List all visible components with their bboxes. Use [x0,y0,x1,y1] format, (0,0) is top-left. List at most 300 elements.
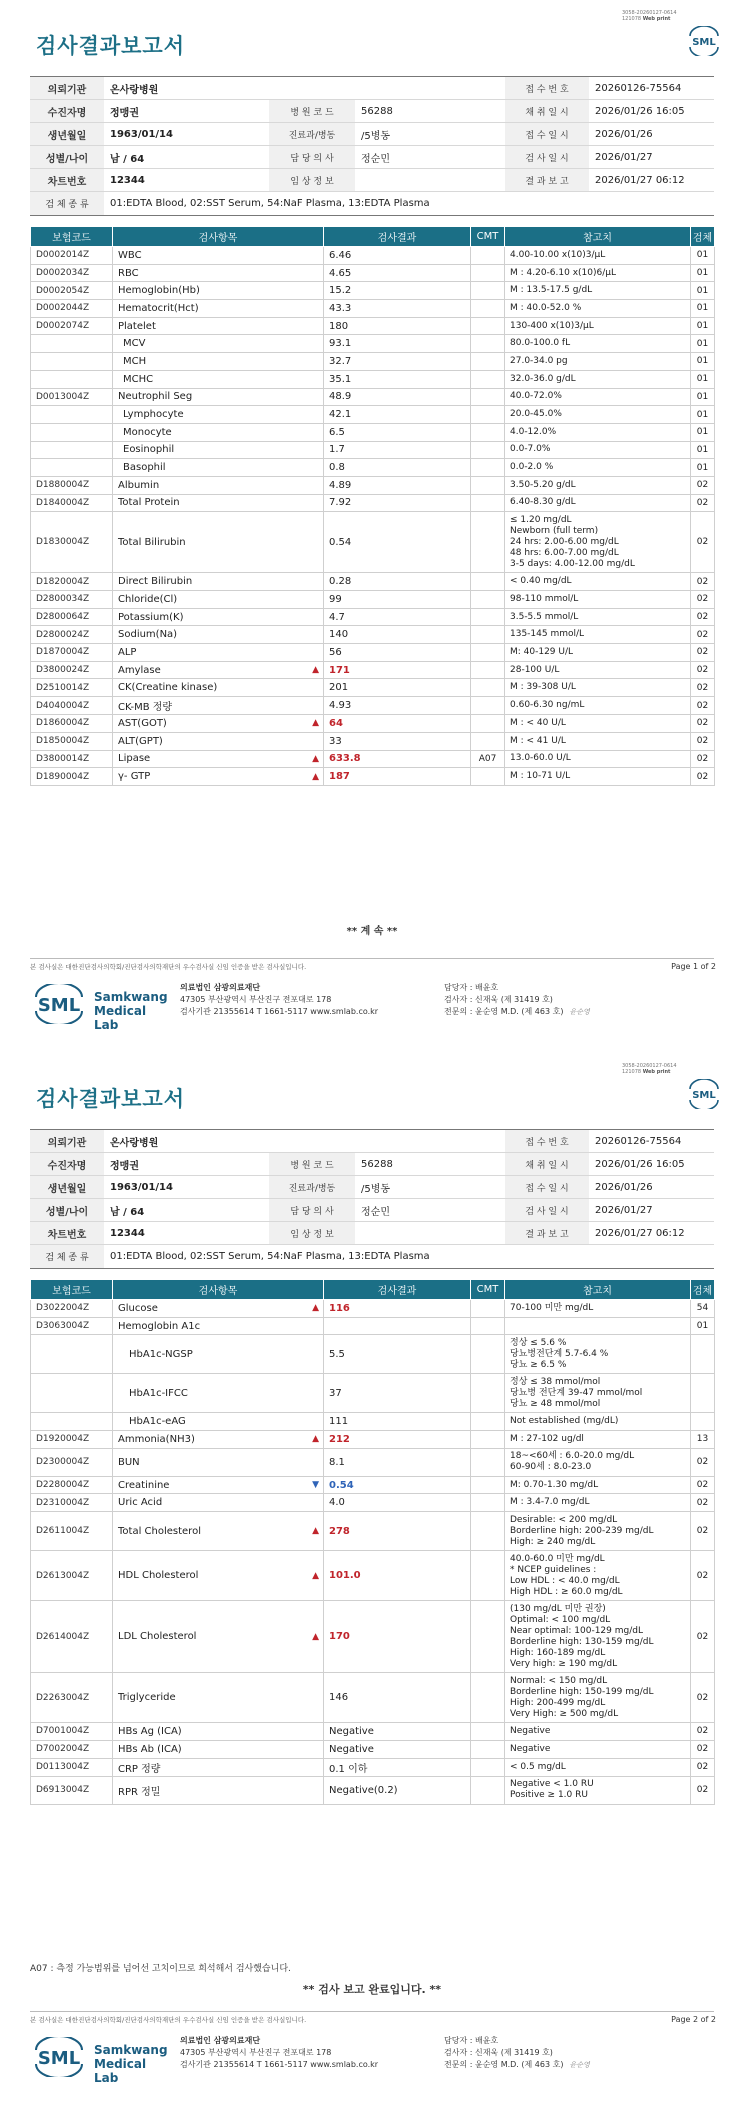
test-result: 43.3 [324,300,471,318]
comment-code [471,1551,505,1601]
result-row [31,1431,715,1449]
result-row [31,1317,715,1335]
low-flag-icon: ▼ [312,1480,319,1491]
test-item [113,1335,324,1374]
test-item [113,1476,324,1494]
test-item [113,573,324,591]
test-item-label: Albumin [118,479,160,491]
sexage-value: 남 / 64 [104,1199,269,1222]
col-spec-header: 검체 [691,1280,715,1300]
reference-range [505,1758,691,1776]
signature-icon: 윤순영 [569,2061,590,2069]
reference-line: 40.0-60.0 미만 mg/dL [510,1553,605,1564]
specimen-code: 02 [691,626,715,644]
test-item-label: WBC [118,249,142,261]
staff-manager: 담당자 : 배윤호 [444,983,499,992]
reference-line: Near optimal: 100-129 mg/dL [510,1625,643,1636]
specimen-code [691,1413,715,1431]
col-code-header: 보험코드 [31,1280,113,1300]
logo-name-2: Medical Lab [94,1004,147,1032]
insurance-code [31,370,113,388]
test-result: 64 [324,715,471,733]
result-row [31,715,715,733]
reference-range [505,573,691,591]
reference-line: (130 mg/dL 미만 권장) [510,1603,606,1614]
reference-line: Borderline high: 200-239 mg/dL [510,1525,654,1536]
reference-line: Very High: ≥ 500 mg/dL [510,1708,619,1719]
doctor-label: 담 당 의 사 [269,146,355,169]
comment-code [471,1776,505,1804]
comment-code [471,1413,505,1431]
test-item [113,1413,324,1431]
reference-line: 70-100 미만 mg/dL [510,1302,594,1313]
test-item-label: Platelet [118,320,156,332]
hospital-code-label: 병 원 코 드 [269,100,355,123]
reference-range [505,317,691,335]
test-item [113,768,324,786]
insurance-code: D1850004Z [31,732,113,750]
test-item-label: CK(Creatine kinase) [118,682,218,694]
institution-value: 온사랑병원 [104,1130,355,1153]
specimen-code: 54 [691,1300,715,1318]
high-flag-icon: ▲ [312,665,319,676]
page-number: Page 2 of 2 [671,2015,716,2024]
test-item [113,1448,324,1476]
reference-range [505,1374,691,1413]
sexage-label: 성별/나이 [30,1199,104,1222]
test-item-label: Hemoglobin(Hb) [118,285,200,297]
reference-range [505,1431,691,1449]
reference-line: ≤ 1.20 mg/dL [510,514,572,525]
comment-code [471,608,505,626]
test-item [113,626,324,644]
specimen-code: 01 [691,335,715,353]
reference-line: Optimal: < 100 mg/dL [510,1614,611,1625]
test-item-label: Triglyceride [118,1692,176,1704]
test-item [113,1374,324,1413]
test-item-label: Glucose [118,1302,158,1314]
result-row [31,1776,715,1804]
test-result: 4.89 [324,476,471,494]
reference-line: 3-5 days: 4.00-12.00 mg/dL [510,558,635,569]
specimen-code: 01 [691,317,715,335]
web-print-label: Web print [642,1069,671,1075]
comment-code [471,626,505,644]
result-row [31,370,715,388]
test-item [113,1601,324,1673]
insurance-code: D3800024Z [31,661,113,679]
col-ref-header: 참고치 [505,1280,691,1300]
staff-tester: 검사자 : 신재욱 (제 31419 호) [444,995,553,1004]
logo-mark-text: SML [37,2048,81,2069]
insurance-code: D3800014Z [31,750,113,768]
insurance-code [31,423,113,441]
staff-specialist: 전문의 : 윤순영 M.D. (제 463 호) [444,2060,564,2069]
comment-code [471,353,505,371]
test-item-label: MCHC [123,373,154,385]
comment-code [471,1601,505,1673]
receipt-date-value: 2026/01/26 [589,123,714,146]
reference-range [505,335,691,353]
test-result: 170 [324,1601,471,1673]
sml-logo-icon [686,26,722,56]
reference-range [505,1601,691,1673]
specimen-code [691,1374,715,1413]
test-result: 8.1 [324,1448,471,1476]
test-item-label: Uric Acid [118,1497,163,1509]
comment-code [471,370,505,388]
test-result: 48.9 [324,388,471,406]
test-item [113,370,324,388]
result-row [31,768,715,786]
comment-code [471,423,505,441]
dept-label: 진료과/병동 [269,123,355,146]
chart-value: 12344 [104,169,269,192]
test-item-label: MCV [123,338,146,350]
comment-code [471,661,505,679]
insurance-code: D2800034Z [31,591,113,609]
insurance-code: D2614004Z [31,1601,113,1673]
reference-line: M : 40.0-52.0 % [510,302,582,313]
test-result: 4.65 [324,264,471,282]
comment-code [471,247,505,265]
org-contact: 검사기관 21355614 T 1661-5117 www.smlab.co.kr [180,2060,379,2069]
logo-mark-text: SML [692,37,716,48]
comment-code [471,1300,505,1318]
comment-code [471,300,505,318]
test-item [113,1512,324,1551]
test-item [113,282,324,300]
specimen-code: 01 [691,300,715,318]
test-result: Negative [324,1723,471,1741]
reference-line: 정상 ≤ 38 mmol/mol [510,1376,601,1387]
reference-line: 28-100 U/L [510,664,560,675]
reference-line: * NCEP guidelines : [510,1564,597,1575]
reference-range [505,768,691,786]
result-row [31,608,715,626]
logo-mark-text: SML [37,995,81,1016]
comment-code [471,317,505,335]
test-date-label: 검 사 일 시 [505,1199,589,1222]
result-row [31,512,715,573]
clinical-label: 임 상 정 보 [269,1222,355,1245]
specimen-code [691,1335,715,1374]
patient-value: 정맹권 [104,1153,269,1176]
result-row [31,1476,715,1494]
reference-line: M : 27-102 ug/dl [510,1433,584,1444]
patient-value: 정맹권 [104,100,269,123]
test-item [113,1758,324,1776]
test-result: 0.8 [324,459,471,477]
sexage-label: 성별/나이 [30,146,104,169]
blank-cell [355,77,505,100]
comment-code [471,1335,505,1374]
test-item-label: Neutrophil Seg [118,391,193,403]
result-row [31,1673,715,1723]
result-row [31,1723,715,1741]
reference-line: Very high: ≥ 190 mg/dL [510,1658,618,1669]
test-item [113,732,324,750]
test-result: 93.1 [324,335,471,353]
reference-line: Borderline high: 150-199 mg/dL [510,1686,654,1697]
dob-label: 생년월일 [30,123,104,146]
reference-range [505,750,691,768]
report-complete-note: ** 검사 보고 완료입니다. ** [302,1983,442,1996]
insurance-code: D6913004Z [31,1776,113,1804]
insurance-code [31,1374,113,1413]
reference-line: Normal: < 150 mg/dL [510,1675,608,1686]
reference-line: Negative [510,1743,551,1754]
reference-range [505,644,691,662]
test-result: 6.46 [324,247,471,265]
reference-range [505,1776,691,1804]
reference-range [505,1740,691,1758]
dob-value: 1963/01/14 [104,123,269,146]
insurance-code: D2300004Z [31,1448,113,1476]
test-item-label: Amylase [118,664,161,676]
comment-code [471,459,505,477]
specimen-code: 01 [691,264,715,282]
reference-line: 당뇨 ≥ 6.5 % [510,1359,567,1370]
comment-code [471,697,505,715]
reference-line: Low HDL : < 40.0 mg/dL [510,1575,620,1586]
test-item [113,1431,324,1449]
col-result-header: 검사결과 [324,227,471,247]
test-item-label: Potassium(K) [118,611,184,623]
test-result: 0.28 [324,573,471,591]
test-item [113,512,324,573]
result-row [31,476,715,494]
org-name: 의료법인 삼광의료재단 [180,983,261,992]
reference-range [505,661,691,679]
result-row [31,388,715,406]
result-row [31,626,715,644]
insurance-code: D0002074Z [31,317,113,335]
comment-code [471,1317,505,1335]
result-row [31,441,715,459]
clinical-value [355,1222,505,1245]
test-item [113,1740,324,1758]
org-address: 47305 부산광역시 부산진구 전포대로 178 [180,2048,332,2057]
comment-code [471,512,505,573]
dept-label: 진료과/병동 [269,1176,355,1199]
test-date-value: 2026/01/27 [589,1199,714,1222]
test-result: 99 [324,591,471,609]
test-result: 140 [324,626,471,644]
specimen-code: 02 [691,573,715,591]
sexage-value: 남 / 64 [104,146,269,169]
specimen-value: 01:EDTA Blood, 02:SST Serum, 54:NaF Plasma, 13:EDTA Plasma [104,1245,714,1269]
comment-code [471,591,505,609]
test-item-label: HDL Cholesterol [118,1570,199,1582]
specimen-code: 02 [691,1723,715,1741]
specimen-code: 02 [691,750,715,768]
test-item [113,697,324,715]
reference-line: Positive ≥ 1.0 RU [510,1790,588,1800]
test-item [113,608,324,626]
test-result: 180 [324,317,471,335]
comment-code [471,1740,505,1758]
receipt-no-value: 20260126-75564 [589,77,714,100]
reference-range [505,388,691,406]
reference-range [505,282,691,300]
test-result: 0.54 [324,512,471,573]
test-result: 187 [324,768,471,786]
web-print-label: Web print [642,16,671,22]
test-item-label: LDL Cholesterol [118,1631,197,1643]
reference-line: M : 4.20-6.10 x(10)6/μL [510,267,617,278]
test-item [113,715,324,733]
result-row [31,300,715,318]
reference-line: 3.5-5.5 mmol/L [510,611,579,622]
reference-line: High: ≥ 240 mg/dL [510,1536,596,1547]
reference-range [505,423,691,441]
comment-code [471,573,505,591]
comment-code [471,768,505,786]
reference-line: M : < 41 U/L [510,735,566,746]
test-item-label: Basophil [123,462,166,474]
specimen-code: 01 [691,441,715,459]
result-row [31,1551,715,1601]
results-table-page-1 [30,226,715,786]
test-item-label: BUN [118,1456,140,1468]
report-page-2 [0,1052,744,2104]
test-date-label: 검 사 일 시 [505,146,589,169]
reference-range [505,441,691,459]
reference-line: 당뇨병전단계 5.7-6.4 % [510,1348,609,1359]
continued-note: ** 계 속 ** [346,926,398,937]
reference-line: 0.60-6.30 ng/mL [510,700,585,711]
test-result: 37 [324,1374,471,1413]
reference-line: 135-145 mmol/L [510,629,585,640]
test-item-label: Lipase [118,753,151,765]
test-result: 4.93 [324,697,471,715]
report-title: 검사결과보고서 [36,1087,186,1111]
insurance-code: D0002054Z [31,282,113,300]
comment-code [471,494,505,512]
test-item-label: Lymphocyte [123,409,184,421]
insurance-code: D2263004Z [31,1673,113,1723]
org-name: 의료법인 삼광의료재단 [180,2036,261,2045]
test-item [113,406,324,424]
print-num: 121078 [622,1069,642,1075]
specimen-code: 02 [691,1673,715,1723]
test-item-label: RBC [118,267,139,279]
report-date-value: 2026/01/27 06:12 [589,1222,714,1245]
insurance-code: D0013004Z [31,388,113,406]
patient-label: 수진자명 [30,100,104,123]
hospital-code-value: 56288 [355,1153,505,1176]
test-item [113,441,324,459]
test-item [113,750,324,768]
high-flag-icon: ▲ [312,1526,319,1537]
comment-code [471,1374,505,1413]
insurance-code: D0002044Z [31,300,113,318]
result-row [31,247,715,265]
comment-code [471,441,505,459]
test-item-label: Hematocrit(Hct) [118,302,199,314]
specimen-code: 13 [691,1431,715,1449]
report-date-value: 2026/01/27 06:12 [589,169,714,192]
reference-line: High HDL : ≥ 60.0 mg/dL [510,1586,623,1597]
reference-line: Borderline high: 130-159 mg/dL [510,1636,654,1647]
specimen-code: 01 [691,459,715,477]
col-cmt-header: CMT [471,227,505,247]
insurance-code: D1840004Z [31,494,113,512]
result-row [31,591,715,609]
report-date-label: 결 과 보 고 [505,169,589,192]
insurance-code [31,406,113,424]
test-item [113,1673,324,1723]
reference-line: 13.0-60.0 U/L [510,753,571,764]
specimen-code: 02 [691,715,715,733]
insurance-code [31,1335,113,1374]
test-item-label: HbA1c-eAG [129,1416,186,1428]
test-result: 33 [324,732,471,750]
reference-line: 24 hrs: 2.00-6.00 mg/dL [510,536,619,547]
samkwang-logo [36,2037,168,2085]
test-item [113,1317,324,1335]
reference-line: M : 39-308 U/L [510,682,576,693]
insurance-code: D0113004Z [31,1758,113,1776]
collect-value: 2026/01/26 16:05 [589,100,714,123]
high-flag-icon: ▲ [312,1570,319,1581]
test-item [113,388,324,406]
result-row [31,1335,715,1374]
specimen-code: 01 [691,1317,715,1335]
specimen-code: 02 [691,494,715,512]
result-row [31,1512,715,1551]
insurance-code [31,353,113,371]
insurance-code: D3022004Z [31,1300,113,1318]
result-row [31,1758,715,1776]
specimen-code: 02 [691,1601,715,1673]
test-item [113,247,324,265]
page-number: Page 1 of 2 [671,962,716,971]
reference-range [505,1476,691,1494]
test-result: 1.7 [324,441,471,459]
staff-tester: 검사자 : 신재욱 (제 31419 호) [444,2048,553,2057]
test-item-label: ALP [118,646,137,658]
insurance-code: D4040004Z [31,697,113,715]
test-item [113,1551,324,1601]
institution-value: 온사랑병원 [104,77,355,100]
reference-line: M : 3.4-7.0 mg/dL [510,1497,590,1508]
reference-line: < 0.5 mg/dL [510,1761,566,1772]
comment-code [471,679,505,697]
print-meta [622,10,682,22]
cmt-footnote: A07 : 측정 가능범위를 넘어선 고치이므로 희석해서 검사했습니다. [30,1964,291,1974]
reference-line: 0.0-2.0 % [510,462,554,473]
reference-line: Negative < 1.0 RU [510,1779,594,1789]
test-result: 116 [324,1300,471,1318]
insurance-code: D2800024Z [31,626,113,644]
hospital-code-value: 56288 [355,100,505,123]
specimen-code: 01 [691,423,715,441]
insurance-code [31,335,113,353]
specimen-label: 검 체 종 류 [30,1245,104,1269]
reference-line: 98-110 mmol/L [510,593,579,604]
test-item [113,644,324,662]
result-row [31,282,715,300]
high-flag-icon: ▲ [312,1631,319,1642]
comment-code [471,406,505,424]
reference-line: M: 0.70-1.30 mg/dL [510,1479,599,1490]
insurance-code: D0002034Z [31,264,113,282]
staff-info [444,2035,590,2071]
insurance-code: D1870004Z [31,644,113,662]
reference-range [505,370,691,388]
